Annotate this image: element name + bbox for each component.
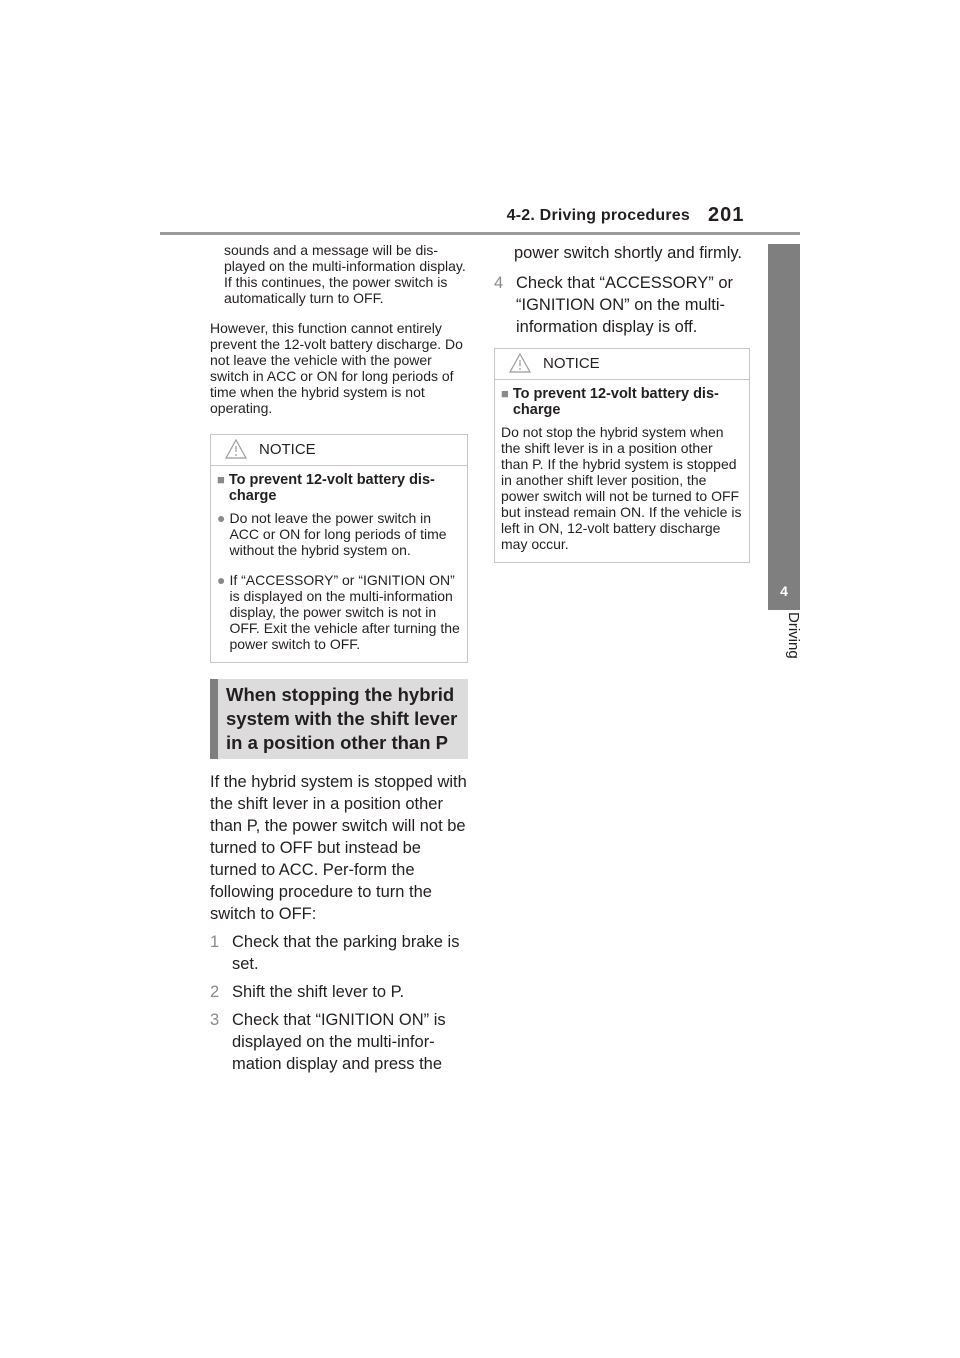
notice-label: NOTICE: [543, 355, 600, 372]
chapter-tab: [768, 244, 800, 610]
section-heading: When stopping the hybrid system with the shift lever in a position other than P: [210, 679, 468, 759]
paragraph: However, this function cannot entirely prevent the 12-volt battery discharge. Do not leave the vehicle with the power switch in ACC or ON for long periods of time when the hybrid system is not operating.: [210, 320, 463, 416]
notice-header: [211, 435, 467, 466]
notice-header: [495, 349, 749, 380]
step-item: 1 Check that the parking brake is set.: [210, 933, 460, 973]
step-item: 4 Check that “ACCESSORY” or “IGNITION ON” on the multi-information display is off.: [494, 274, 734, 336]
notice-title: ■ To prevent 12-volt battery dis-charge: [217, 472, 435, 504]
steps-list: [210, 931, 468, 1075]
notice-title: ■ To prevent 12-volt battery dis-charge: [501, 386, 719, 418]
list-item: ● Do not leave the power switch in ACC or ON for long periods of time without the hybrid system on.: [217, 510, 447, 558]
notice-box: [494, 348, 750, 563]
notice-body-text: Do not stop the hybrid system when the shift lever is in a position other than P. If the hybrid system is stopped in another shift lever position, the power switch will not be turned to OFF but instead remain ON. If the vehicle is left in ON, 12-volt battery discharge may occur.: [501, 424, 742, 552]
left-column: [210, 242, 468, 1075]
step-item: 2 Shift the shift lever to P.: [210, 983, 405, 1001]
chapter-number: 4: [768, 572, 800, 610]
square-bullet-icon: ■: [217, 472, 225, 487]
notice-label: NOTICE: [259, 441, 316, 458]
step-item: 3 Check that “IGNITION ON” is displayed on the multi-infor-mation display and press the: [210, 1011, 446, 1073]
page-number: 201: [708, 204, 745, 226]
circle-bullet-icon: ●: [217, 572, 226, 588]
notice-box: [210, 434, 468, 663]
right-column: [494, 242, 750, 563]
header-rule: [160, 232, 800, 235]
section-title: 4-2. Driving procedures: [506, 207, 690, 224]
circle-bullet-icon: ●: [217, 510, 226, 526]
intro-paragraph: If the hybrid system is stopped with the shift lever in a position other than P, the power switch will not be turned to OFF but instead be turned to ACC. Per-form the following procedure to turn the switch to OFF:: [210, 773, 467, 923]
list-item: ● If “ACCESSORY” or “IGNITION ON” is displayed on the multi-information display, the power switch is not in OFF. Exit the vehicle after turning the power switch to OFF.: [217, 572, 460, 652]
square-bullet-icon: ■: [501, 386, 509, 401]
step-continued: power switch shortly and firmly.: [514, 244, 743, 262]
continued-text: sounds and a message will be dis-played on the multi-information display. If this continues, the power switch is automatically turn to OFF.: [224, 242, 466, 306]
warning-icon: [509, 353, 531, 373]
warning-icon: [225, 439, 247, 459]
chapter-label: Driving: [785, 612, 802, 659]
